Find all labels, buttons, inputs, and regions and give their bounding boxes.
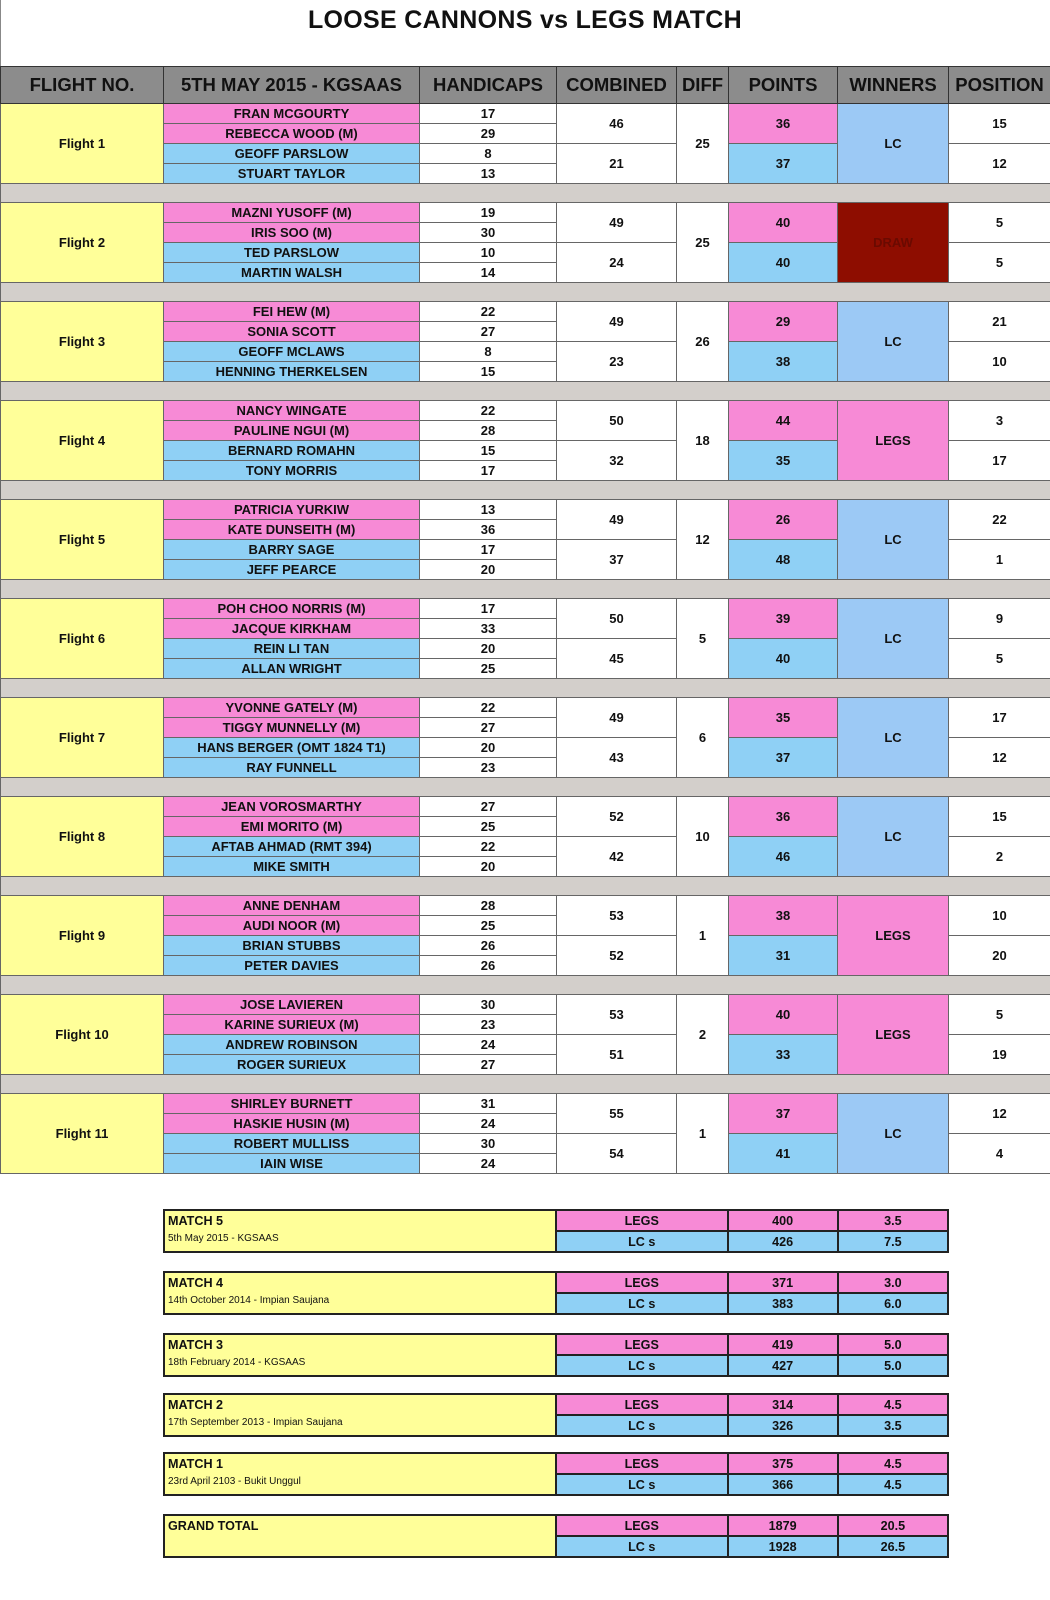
separator-cell <box>1 382 1050 401</box>
flight-label: Flight 9 <box>1 896 164 976</box>
match-title: MATCH 3 <box>168 1338 224 1352</box>
position-value: 10 <box>949 896 1050 936</box>
flight-separator <box>1 382 1050 401</box>
combined-handicap: 52 <box>557 936 677 976</box>
position-value: 17 <box>949 698 1050 738</box>
player-name: TONY MORRIS <box>164 461 420 481</box>
handicap: 36 <box>420 520 557 540</box>
handicap: 27 <box>420 718 557 738</box>
combined-handicap: 43 <box>557 738 677 778</box>
position-value: 1 <box>949 540 1050 580</box>
separator-cell <box>1 481 1050 500</box>
match-info <box>164 1210 556 1252</box>
handicap: 17 <box>420 461 557 481</box>
match-summary <box>163 1514 949 1558</box>
match-points: 400 <box>728 1210 838 1231</box>
position-value: 9 <box>949 599 1050 639</box>
handicap: 20 <box>420 639 557 659</box>
handicap: 22 <box>420 837 557 857</box>
match-points: 1928 <box>728 1536 838 1557</box>
match-points: 314 <box>728 1394 838 1415</box>
team-points: 29 <box>729 302 838 342</box>
player-name: ANNE DENHAM <box>164 896 420 916</box>
flight-label: Flight 11 <box>1 1094 164 1174</box>
player-name: BARRY SAGE <box>164 540 420 560</box>
position-value: 19 <box>949 1035 1050 1075</box>
combined-handicap: 49 <box>557 500 677 540</box>
separator-cell <box>1 679 1050 698</box>
team-points: 40 <box>729 639 838 679</box>
handicap: 13 <box>420 500 557 520</box>
separator-cell <box>1 877 1050 896</box>
match-info <box>164 1453 556 1495</box>
position-value: 12 <box>949 144 1050 184</box>
winner-cell: DRAW <box>838 203 949 283</box>
flight-label: Flight 7 <box>1 698 164 778</box>
handicap: 23 <box>420 758 557 778</box>
match-team: LC s <box>556 1536 728 1557</box>
handicap: 30 <box>420 995 557 1015</box>
player-name: BRIAN STUBBS <box>164 936 420 956</box>
handicap: 19 <box>420 203 557 223</box>
match-title: MATCH 2 <box>168 1398 224 1412</box>
separator-cell <box>1 1075 1050 1094</box>
handicap: 24 <box>420 1035 557 1055</box>
flight-label: Flight 1 <box>1 104 164 184</box>
team-points: 41 <box>729 1134 838 1174</box>
match-team: LC s <box>556 1474 728 1495</box>
player-name: ROBERT MULLISS <box>164 1134 420 1154</box>
match-summary <box>163 1393 949 1437</box>
match-date-venue: 23rd April 2103 - Bukit Unggul <box>168 1476 301 1487</box>
player-row <box>1 599 1050 619</box>
flight-label: Flight 2 <box>1 203 164 283</box>
player-name: FEI HEW (M) <box>164 302 420 322</box>
match-summary <box>163 1271 949 1315</box>
combined-handicap: 49 <box>557 302 677 342</box>
player-row <box>1 896 1050 916</box>
team-points: 38 <box>729 342 838 382</box>
player-name: ALLAN WRIGHT <box>164 659 420 679</box>
player-name: MIKE SMITH <box>164 857 420 877</box>
match-score: 5.0 <box>838 1334 948 1355</box>
match-score: 26.5 <box>838 1536 948 1557</box>
match-summary <box>163 1452 949 1496</box>
header-winners: WINNERS <box>838 67 949 104</box>
combined-handicap: 52 <box>557 797 677 837</box>
player-name: BERNARD ROMAHN <box>164 441 420 461</box>
match-points: 419 <box>728 1334 838 1355</box>
separator-cell <box>1 976 1050 995</box>
handicap: 30 <box>420 223 557 243</box>
handicap: 17 <box>420 599 557 619</box>
match-title: GRAND TOTAL <box>168 1519 259 1533</box>
combined-handicap: 45 <box>557 639 677 679</box>
match-row <box>164 1453 948 1474</box>
position-value: 2 <box>949 837 1050 877</box>
handicap: 25 <box>420 659 557 679</box>
match-row <box>164 1272 948 1293</box>
match-team: LC s <box>556 1415 728 1436</box>
player-name: IRIS SOO (M) <box>164 223 420 243</box>
player-name: YVONNE GATELY (M) <box>164 698 420 718</box>
position-value: 17 <box>949 441 1050 481</box>
combined-handicap: 53 <box>557 995 677 1035</box>
match-info <box>164 1515 556 1557</box>
combined-handicap: 50 <box>557 401 677 441</box>
position-value: 20 <box>949 936 1050 976</box>
handicap: 17 <box>420 540 557 560</box>
player-name: NANCY WINGATE <box>164 401 420 421</box>
flight-separator <box>1 283 1050 302</box>
team-points: 37 <box>729 144 838 184</box>
match-date-venue: 14th October 2014 - Impian Saujana <box>168 1295 330 1306</box>
team-points: 40 <box>729 243 838 283</box>
match-score: 20.5 <box>838 1515 948 1536</box>
match-row <box>164 1210 948 1231</box>
diff-value: 5 <box>677 599 729 679</box>
player-name: FRAN MCGOURTY <box>164 104 420 124</box>
flight-label: Flight 6 <box>1 599 164 679</box>
combined-handicap: 49 <box>557 203 677 243</box>
separator-cell <box>1 283 1050 302</box>
team-points: 35 <box>729 698 838 738</box>
diff-value: 26 <box>677 302 729 382</box>
handicap: 25 <box>420 916 557 936</box>
player-name: MAZNI YUSOFF (M) <box>164 203 420 223</box>
player-name: HANS BERGER (OMT 1824 T1) <box>164 738 420 758</box>
flight-separator <box>1 976 1050 995</box>
player-name: GEOFF PARSLOW <box>164 144 420 164</box>
handicap: 10 <box>420 243 557 263</box>
player-name: AFTAB AHMAD (RMT 394) <box>164 837 420 857</box>
handicap: 27 <box>420 1055 557 1075</box>
handicap: 14 <box>420 263 557 283</box>
separator-cell <box>1 778 1050 797</box>
position-value: 22 <box>949 500 1050 540</box>
player-row <box>1 104 1050 124</box>
header-diff: DIFF <box>677 67 729 104</box>
match-summary <box>163 1209 949 1253</box>
match-info <box>164 1272 556 1314</box>
match-summary <box>163 1333 949 1377</box>
flight-label: Flight 5 <box>1 500 164 580</box>
player-row <box>1 797 1050 817</box>
flight-label: Flight 3 <box>1 302 164 382</box>
team-points: 36 <box>729 104 838 144</box>
team-points: 40 <box>729 203 838 243</box>
team-points: 33 <box>729 1035 838 1075</box>
winner-cell: LC <box>838 104 949 184</box>
match-score: 3.0 <box>838 1272 948 1293</box>
match-info <box>164 1334 556 1376</box>
player-name: POH CHOO NORRIS (M) <box>164 599 420 619</box>
player-name: MARTIN WALSH <box>164 263 420 283</box>
player-name: KARINE SURIEUX (M) <box>164 1015 420 1035</box>
header-combined: COMBINED <box>557 67 677 104</box>
position-value: 4 <box>949 1134 1050 1174</box>
match-team: LEGS <box>556 1515 728 1536</box>
handicap: 15 <box>420 362 557 382</box>
handicap: 25 <box>420 817 557 837</box>
team-points: 48 <box>729 540 838 580</box>
diff-value: 2 <box>677 995 729 1075</box>
combined-handicap: 49 <box>557 698 677 738</box>
match-points: 375 <box>728 1453 838 1474</box>
header-position: POSITION <box>949 67 1050 104</box>
player-name: TED PARSLOW <box>164 243 420 263</box>
handicap: 23 <box>420 1015 557 1035</box>
match-title: MATCH 4 <box>168 1276 224 1290</box>
diff-value: 10 <box>677 797 729 877</box>
combined-handicap: 24 <box>557 243 677 283</box>
handicap: 15 <box>420 441 557 461</box>
handicap: 33 <box>420 619 557 639</box>
position-value: 5 <box>949 639 1050 679</box>
header-event: 5TH MAY 2015 - KGSAAS <box>164 67 420 104</box>
player-name: REIN LI TAN <box>164 639 420 659</box>
combined-handicap: 37 <box>557 540 677 580</box>
player-row <box>1 1094 1050 1114</box>
position-value: 15 <box>949 104 1050 144</box>
combined-handicap: 54 <box>557 1134 677 1174</box>
player-name: JACQUE KIRKHAM <box>164 619 420 639</box>
flight-label: Flight 4 <box>1 401 164 481</box>
team-points: 35 <box>729 441 838 481</box>
header-points: POINTS <box>729 67 838 104</box>
handicap: 20 <box>420 857 557 877</box>
match-team: LEGS <box>556 1334 728 1355</box>
diff-value: 18 <box>677 401 729 481</box>
handicap: 13 <box>420 164 557 184</box>
flight-separator <box>1 1075 1050 1094</box>
match-team: LC s <box>556 1231 728 1252</box>
winner-cell: LEGS <box>838 401 949 481</box>
handicap: 29 <box>420 124 557 144</box>
handicap: 8 <box>420 144 557 164</box>
player-name: IAIN WISE <box>164 1154 420 1174</box>
match-points: 426 <box>728 1231 838 1252</box>
diff-value: 25 <box>677 104 729 184</box>
handicap: 24 <box>420 1154 557 1174</box>
position-value: 5 <box>949 203 1050 243</box>
winner-cell: LC <box>838 500 949 580</box>
match-info <box>164 1394 556 1436</box>
position-value: 12 <box>949 1094 1050 1134</box>
combined-handicap: 23 <box>557 342 677 382</box>
player-name: JEAN VOROSMARTHY <box>164 797 420 817</box>
handicap: 31 <box>420 1094 557 1114</box>
match-score: 6.0 <box>838 1293 948 1314</box>
winner-cell: LC <box>838 797 949 877</box>
winner-cell: LC <box>838 698 949 778</box>
diff-value: 12 <box>677 500 729 580</box>
handicap: 26 <box>420 956 557 976</box>
match-title: MATCH 5 <box>168 1214 224 1228</box>
flight-label: Flight 10 <box>1 995 164 1075</box>
winner-cell: LC <box>838 302 949 382</box>
handicap: 17 <box>420 104 557 124</box>
handicap: 22 <box>420 698 557 718</box>
match-score: 5.0 <box>838 1355 948 1376</box>
handicap: 26 <box>420 936 557 956</box>
player-name: RAY FUNNELL <box>164 758 420 778</box>
position-value: 5 <box>949 243 1050 283</box>
winner-cell: LEGS <box>838 896 949 976</box>
match-points: 427 <box>728 1355 838 1376</box>
combined-handicap: 53 <box>557 896 677 936</box>
flight-separator <box>1 481 1050 500</box>
player-row <box>1 302 1050 322</box>
player-name: ANDREW ROBINSON <box>164 1035 420 1055</box>
flight-separator <box>1 778 1050 797</box>
position-value: 5 <box>949 995 1050 1035</box>
team-points: 31 <box>729 936 838 976</box>
player-name: AUDI NOOR (M) <box>164 916 420 936</box>
match-team: LC s <box>556 1293 728 1314</box>
player-row <box>1 698 1050 718</box>
match-title: MATCH 1 <box>168 1457 224 1471</box>
player-row <box>1 995 1050 1015</box>
header-flight-no: FLIGHT NO. <box>1 67 164 104</box>
position-value: 15 <box>949 797 1050 837</box>
match-score: 3.5 <box>838 1415 948 1436</box>
player-name: HASKIE HUSIN (M) <box>164 1114 420 1134</box>
flight-separator <box>1 679 1050 698</box>
team-points: 36 <box>729 797 838 837</box>
player-name: PAULINE NGUI (M) <box>164 421 420 441</box>
player-name: SHIRLEY BURNETT <box>164 1094 420 1114</box>
handicap: 20 <box>420 560 557 580</box>
match-team: LEGS <box>556 1394 728 1415</box>
diff-value: 25 <box>677 203 729 283</box>
handicap: 24 <box>420 1114 557 1134</box>
page-title: LOOSE CANNONS vs LEGS MATCH <box>307 6 743 34</box>
combined-handicap: 50 <box>557 599 677 639</box>
match-points: 326 <box>728 1415 838 1436</box>
match-team: LEGS <box>556 1272 728 1293</box>
player-name: REBECCA WOOD (M) <box>164 124 420 144</box>
diff-value: 1 <box>677 896 729 976</box>
flight-separator <box>1 184 1050 203</box>
combined-handicap: 42 <box>557 837 677 877</box>
position-value: 12 <box>949 738 1050 778</box>
match-row <box>164 1394 948 1415</box>
handicap: 20 <box>420 738 557 758</box>
match-score: 3.5 <box>838 1210 948 1231</box>
team-points: 38 <box>729 896 838 936</box>
player-name: JEFF PEARCE <box>164 560 420 580</box>
player-name: SONIA SCOTT <box>164 322 420 342</box>
handicap: 27 <box>420 322 557 342</box>
match-team: LEGS <box>556 1210 728 1231</box>
team-points: 26 <box>729 500 838 540</box>
player-row <box>1 203 1050 223</box>
player-name: ROGER SURIEUX <box>164 1055 420 1075</box>
handicap: 28 <box>420 421 557 441</box>
match-row <box>164 1334 948 1355</box>
player-name: PETER DAVIES <box>164 956 420 976</box>
handicap: 22 <box>420 302 557 322</box>
team-points: 37 <box>729 738 838 778</box>
match-row <box>164 1515 948 1536</box>
winner-cell: LC <box>838 1094 949 1174</box>
position-value: 10 <box>949 342 1050 382</box>
match-date-venue: 18th February 2014 - KGSAAS <box>168 1357 306 1368</box>
handicap: 8 <box>420 342 557 362</box>
combined-handicap: 55 <box>557 1094 677 1134</box>
handicap: 27 <box>420 797 557 817</box>
header-row <box>1 67 1050 104</box>
team-points: 40 <box>729 995 838 1035</box>
player-name: PATRICIA YURKIW <box>164 500 420 520</box>
position-value: 3 <box>949 401 1050 441</box>
match-score: 4.5 <box>838 1474 948 1495</box>
flight-separator <box>1 877 1050 896</box>
player-name: KATE DUNSEITH (M) <box>164 520 420 540</box>
match-date-venue: 5th May 2015 - KGSAAS <box>168 1233 279 1244</box>
team-points: 37 <box>729 1094 838 1134</box>
handicap: 22 <box>420 401 557 421</box>
player-row <box>1 500 1050 520</box>
match-team: LC s <box>556 1355 728 1376</box>
handicap: 30 <box>420 1134 557 1154</box>
match-points: 383 <box>728 1293 838 1314</box>
header-handicaps: HANDICAPS <box>420 67 557 104</box>
team-points: 44 <box>729 401 838 441</box>
match-points: 1879 <box>728 1515 838 1536</box>
handicap: 28 <box>420 896 557 916</box>
combined-handicap: 51 <box>557 1035 677 1075</box>
winner-cell: LEGS <box>838 995 949 1075</box>
player-row <box>1 401 1050 421</box>
match-date-venue: 17th September 2013 - Impian Saujana <box>168 1417 343 1428</box>
player-name: STUART TAYLOR <box>164 164 420 184</box>
combined-handicap: 21 <box>557 144 677 184</box>
team-points: 39 <box>729 599 838 639</box>
player-name: JOSE LAVIEREN <box>164 995 420 1015</box>
team-points: 46 <box>729 837 838 877</box>
match-score: 7.5 <box>838 1231 948 1252</box>
match-team: LEGS <box>556 1453 728 1474</box>
player-name: HENNING THERKELSEN <box>164 362 420 382</box>
separator-cell <box>1 580 1050 599</box>
diff-value: 1 <box>677 1094 729 1174</box>
match-points: 371 <box>728 1272 838 1293</box>
diff-value: 6 <box>677 698 729 778</box>
player-name: GEOFF MCLAWS <box>164 342 420 362</box>
combined-handicap: 46 <box>557 104 677 144</box>
flight-label: Flight 8 <box>1 797 164 877</box>
match-score: 4.5 <box>838 1453 948 1474</box>
player-name: EMI MORITO (M) <box>164 817 420 837</box>
player-name: TIGGY MUNNELLY (M) <box>164 718 420 738</box>
combined-handicap: 32 <box>557 441 677 481</box>
separator-cell <box>1 184 1050 203</box>
match-points: 366 <box>728 1474 838 1495</box>
position-value: 21 <box>949 302 1050 342</box>
winner-cell: LC <box>838 599 949 679</box>
match-score: 4.5 <box>838 1394 948 1415</box>
flight-separator <box>1 580 1050 599</box>
results-table <box>0 66 1050 1174</box>
